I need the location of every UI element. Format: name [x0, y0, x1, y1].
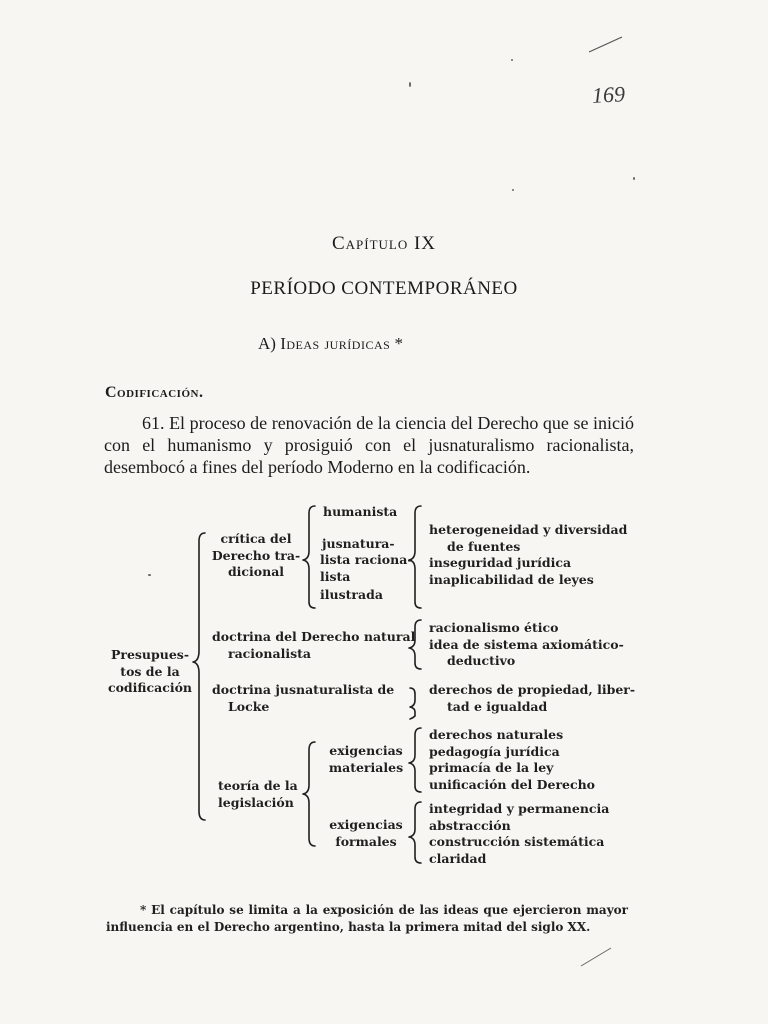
page-number: 169: [591, 81, 626, 108]
brace-critica: [303, 506, 315, 608]
outcome: inseguridad jurídica: [429, 555, 572, 570]
label-line: Derecho tra-: [211, 547, 301, 563]
diagram-root-line: Presupues-: [110, 647, 190, 662]
label-line: Locke: [228, 698, 270, 714]
chapter-prefix: Capítulo: [331, 233, 409, 254]
period-title: PERÍODO CONTEMPORÁNEO: [250, 278, 518, 299]
outcome: heterogeneidad y diversidad: [429, 522, 628, 537]
outcome: inaplicabilidad de leyes: [429, 571, 594, 587]
outcome: racionalismo ético: [429, 620, 559, 635]
brace-teoria: [303, 742, 315, 846]
outcome: integridad y permanencia: [429, 801, 610, 816]
label-line: racionalista: [228, 645, 311, 661]
brace-outcomes-locke: [410, 688, 415, 719]
subtype-humanista: humanista: [323, 504, 398, 519]
brace-root: [193, 533, 205, 820]
teoria-label: [218, 778, 298, 811]
subtype-jusnaturalista: lista: [320, 568, 351, 584]
diagram-root-line: tos de la: [120, 663, 180, 679]
outcome: de fuentes: [447, 538, 521, 554]
doctrina-label: [212, 629, 415, 662]
label-line: exigencias: [329, 743, 403, 758]
outcome: construcción sistemática: [429, 834, 605, 849]
subtype-ilustrada: ilustrada: [320, 587, 383, 602]
paragraph-text: El proceso de renovación de la ciencia del Derecho que se inició con el humanismo y prosiguió con el jusnaturalismo racionalista, desembocó a fines del período Moderno en la codificación.: [104, 413, 634, 477]
outcome: unificación del Derecho: [429, 776, 596, 792]
label-line: doctrina jusnaturalista de: [212, 682, 395, 697]
label-line: exigencias: [329, 817, 403, 832]
label-line: materiales: [328, 759, 404, 775]
footnote: [106, 902, 628, 936]
chapter-numeral: IX: [413, 233, 437, 254]
subheading: Codificación.: [105, 384, 204, 401]
subtype-jusnaturalista: lista raciona-: [320, 552, 413, 567]
diagram-root-line: codificación: [107, 680, 193, 695]
section-mark: *: [394, 334, 404, 353]
outcome: derechos de propiedad, liber-: [429, 682, 636, 697]
section-title: Ideas jurídicas: [280, 334, 391, 353]
outcome: pedagogía jurídica: [429, 743, 560, 759]
doctrina-outcomes: [429, 620, 624, 670]
brace-formales: [409, 802, 421, 863]
formales-label: [322, 817, 410, 850]
materiales-label: [322, 743, 410, 776]
critica-subtypes: [320, 504, 413, 604]
section-letter: A): [258, 334, 276, 353]
subtype-jusnaturalista: jusnatura-: [322, 535, 395, 551]
materiales-outcomes: [429, 727, 595, 793]
label-line: doctrina del Derecho natural: [212, 629, 416, 644]
outcome: derechos naturales: [429, 727, 564, 742]
outcome: abstracción: [429, 817, 511, 833]
formales-outcomes: [429, 801, 609, 867]
label-line: dicional: [227, 564, 285, 579]
footnote-text: El capítulo se limita a la exposición de las ideas que ejercieron mayor influencia en el Derecho argentino, hasta la primera mitad del siglo XX.: [106, 903, 629, 934]
footnote-mark: *: [140, 903, 147, 917]
outcome: deductivo: [447, 653, 516, 668]
critica-outcomes: [429, 522, 627, 588]
outcome: claridad: [429, 850, 487, 866]
label-line: teoría de la: [218, 778, 298, 793]
brace-materiales: [409, 728, 421, 792]
label-line: crítica del: [220, 531, 292, 546]
outcome: idea de sistema axiomático-: [429, 636, 624, 652]
outcome: tad e igualdad: [447, 698, 548, 714]
label-line: formales: [335, 833, 397, 849]
critica-label: [208, 531, 304, 581]
label-line: legislación: [218, 794, 294, 810]
outcome: primacía de la ley: [429, 760, 554, 775]
paragraph-number: 61.: [142, 413, 165, 433]
locke-label: [212, 682, 394, 715]
locke-outcomes: [429, 682, 635, 715]
